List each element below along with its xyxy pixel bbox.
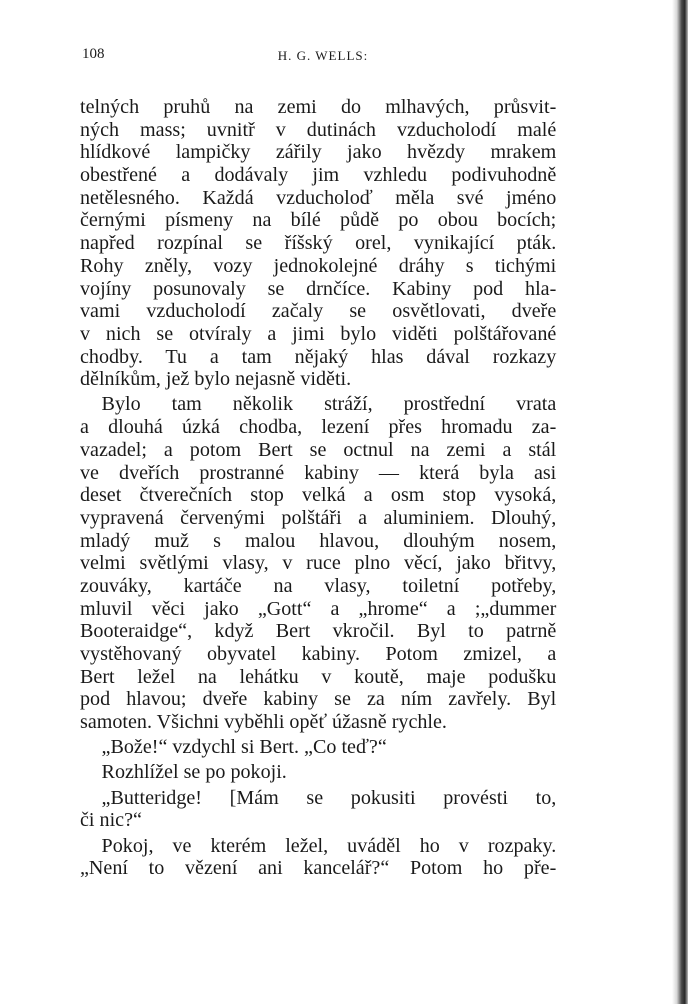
text-line: „Není to vězení ani kancelář?“ Potom ho pře-: [80, 857, 557, 880]
text-line: Rohy zněly, vozy jednokolejné dráhy s tichými: [80, 254, 557, 277]
text-line: Pokoj, ve kterém ležel, uváděl ho v rozpaky.: [101, 834, 557, 857]
page-binding-shadow: [672, 0, 688, 1004]
text-line: vazadel; a potom Bert se octnul na zemi a stál: [80, 438, 557, 461]
text-line: chodby. Tu a tam nějaký hlas dával rozkazy: [80, 345, 557, 368]
text-line: Bert ležel na lehátku v koutě, maje podušku: [80, 665, 557, 688]
text-line: dělníkům, jež bylo nejasně viděti.: [80, 368, 352, 391]
text-line: deset čtverečních stop velká a osm stop vysoká,: [80, 484, 557, 507]
text-line: ných mass; uvnitř v dutinách vzducholodí malé: [80, 118, 557, 141]
paragraph: [80, 761, 566, 784]
text-line: černými písmeny na bílé půdě po obou bocích;: [80, 209, 557, 232]
text-line: ve dveřích prostranné kabiny — která byla asi: [80, 461, 557, 484]
text-line: mluvil věci jako „Gott“ a „hrome“ a ;„dummer: [80, 597, 557, 620]
paragraph: [80, 736, 566, 759]
paragraph: [80, 393, 566, 733]
text-line: samoten. Všichni vyběhli opěť úžasně rychle.: [80, 711, 447, 734]
text-line: obestřené a dodávaly jim vzhledu podivuhodně: [80, 164, 557, 187]
paragraph: [80, 787, 566, 832]
paragraph: [80, 96, 566, 391]
text-line: pod hlavou; dveře kabiny se za ním zavřely. Byl: [80, 688, 557, 711]
text-line: netělesného. Každá vzducholoď měla své jméno: [80, 186, 557, 209]
text-line: mladý muž s malou hlavou, dlouhým nosem,: [80, 529, 557, 552]
text-line: zouváky, kartáče na vlasy, toiletní potřeby,: [80, 574, 557, 597]
paragraph: [80, 835, 566, 880]
text-line: „Butteridge! [Mám se pokusiti provésti to,: [101, 786, 557, 809]
text-line: Rozhlížel se po pokoji.: [101, 761, 287, 784]
text-line: hlídkové lampičky zářily jako hvězdy mrakem: [80, 141, 557, 164]
text-line: napřed rozpínal se říšský orel, vynikající pták.: [80, 232, 557, 255]
text-line: „Bože!“ vzdychl si Bert. „Co teď?“: [101, 736, 387, 759]
text-line: vystěhovaný obyvatel kabiny. Potom zmizel, a: [80, 643, 557, 665]
text-line: vami vzducholodí začaly se osvětlovati, dveře: [80, 300, 557, 323]
text-line: vojíny posunovaly se drnčíce. Kabiny pod hla-: [80, 277, 557, 300]
text-line: a dlouhá úzká chodba, lezení přes hromadu za-: [80, 416, 557, 439]
text-line: vypravená červenými polštáři a aluminiem. Dlouhý,: [80, 506, 557, 529]
text-line: či nic?“: [80, 809, 142, 832]
body-text: [80, 96, 566, 882]
text-line: telných pruhů na zemi do mlhavých, průsvit-: [80, 96, 557, 118]
page-header: [80, 46, 566, 70]
page-number: 108: [82, 46, 105, 62]
text-line: v nich se otvíraly a jimi bylo viděti polštářované: [80, 322, 557, 345]
text-line: Bylo tam několik stráží, prostřední vrata: [101, 393, 557, 416]
text-line: velmi světlými vlasy, v ruce plno věcí, jako břitvy,: [80, 552, 557, 575]
text-line: Booteraidge“, když Bert vkročil. Byl to patrně: [80, 620, 557, 643]
running-head: H. G. WELLS:: [277, 48, 369, 63]
